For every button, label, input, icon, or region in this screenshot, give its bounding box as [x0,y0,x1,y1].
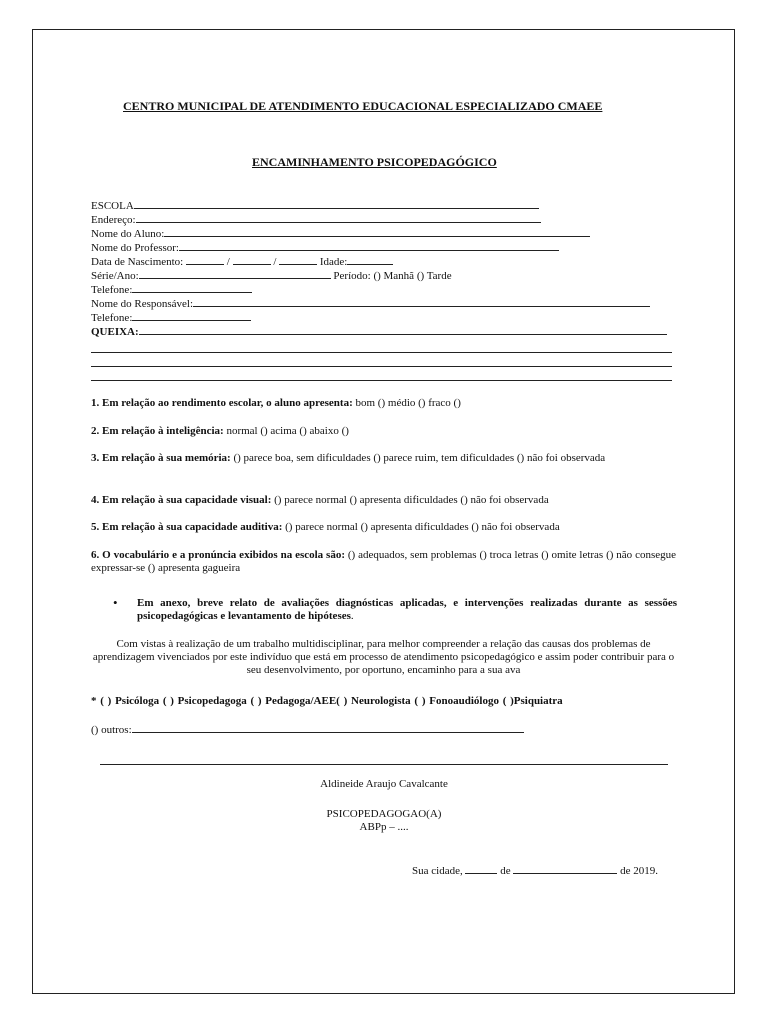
field-nome-professor-label: Nome do Professor: [91,242,179,254]
field-telefone-1-line[interactable] [132,283,252,293]
field-nome-aluno-label: Nome do Aluno: [91,228,165,240]
field-idade-line[interactable] [347,255,393,265]
field-nome-responsavel-line[interactable] [193,297,650,307]
field-telefone-2-label: Telefone: [91,312,133,324]
field-data-nascimento[interactable] [91,255,393,269]
field-telefone-2[interactable] [91,311,251,325]
attachment-note-end: . [350,610,354,622]
question-4 [91,494,676,507]
field-telefone-1[interactable] [91,283,252,297]
question-5-options[interactable]: () parece normal () apresenta dificuldades () não foi observada [282,521,560,533]
bullet-icon: • [113,595,118,610]
question-2-options[interactable]: normal () acima () abaixo () [223,425,349,437]
question-1-options[interactable]: bom () médio () fraco () [352,397,461,409]
field-queixa-line[interactable] [139,325,667,335]
question-5 [91,521,676,534]
date-de-2: de 2019. [620,865,658,877]
field-escola[interactable] [91,199,539,213]
queixa-line-2[interactable] [91,352,672,353]
field-data-nascimento-label: Data de Nascimento: [91,256,184,268]
field-endereco[interactable] [91,213,541,227]
field-serie-ano[interactable] [91,269,452,283]
date-slash-1: / [226,256,230,268]
field-queixa[interactable] [91,325,667,339]
field-nome-responsavel[interactable] [91,297,650,311]
birth-day-line[interactable] [186,255,224,265]
question-6 [91,549,676,575]
professionals-options[interactable]: * ( ) Psicóloga ( ) Psicopedagoga ( ) Pedagoga/AEE( ) Neurologista ( ) Fonoaudiólogo ( )Psiquiatra [91,695,563,707]
field-escola-label: ESCOLA [91,200,134,212]
field-serie-ano-line[interactable] [139,269,331,279]
field-nome-aluno[interactable] [91,227,590,241]
document-title: CENTRO MUNICIPAL DE ATENDIMENTO EDUCACIONAL ESPECIALIZADO CMAEE [123,99,603,113]
field-nome-responsavel-label: Nome do Responsável: [91,298,194,310]
signature-line[interactable] [100,764,668,765]
question-6-options[interactable]: () adequados, sem problemas () troca letras () omite letras () não consegue expressar-se () apresenta gagueira [91,549,676,574]
queixa-line-4[interactable] [91,380,672,381]
date-line [412,864,658,878]
question-1-label: 1. Em relação ao rendimento escolar, o aluno apresenta: [91,397,353,409]
signatory-name: Aldineide Araujo Cavalcante [320,778,448,790]
document-subtitle: ENCAMINHAMENTO PSICOPEDAGÓGICO [252,155,497,169]
question-2-label: 2. Em relação à inteligência: [91,425,224,437]
question-1 [91,397,676,410]
signatory-role: PSICOPEDAGOGAO(A) [326,808,442,820]
date-city: Sua cidade, [412,865,463,877]
date-month-line[interactable] [513,864,617,874]
field-outros[interactable] [91,723,524,737]
referral-paragraph: Com vistas à realização de um trabalho multidisciplinar, para melhor compreender a relação das causas dos problemas de aprendizagem vivenciados por este indivíduo que está em processo de atendimento psicopedagógico e assim poder contribuir para o seu desenvolvimento, por oportuno, encaminho para a sua ava [92,638,675,676]
question-4-options[interactable]: () parece normal () apresenta dificuldades () não foi observada [271,494,549,506]
field-telefone-2-line[interactable] [132,311,251,321]
field-outros-label: () outros: [91,724,132,736]
signatory-registration: ABPp – .... [359,821,409,833]
field-serie-ano-label: Série/Ano: [91,270,139,282]
question-5-label: 5. Em relação à sua capacidade auditiva: [91,521,283,533]
date-de-1: de [500,865,511,877]
page-border [32,29,735,994]
field-endereco-line[interactable] [136,213,541,223]
question-3 [91,452,676,465]
question-6-label: 6. O vocabulário e a pronúncia exibidos na escola são: [91,549,346,561]
field-escola-line[interactable] [134,199,539,209]
queixa-line-3[interactable] [91,366,672,367]
date-slash-2: / [273,256,277,268]
field-nome-professor-line[interactable] [179,241,559,251]
question-2 [91,425,676,438]
question-3-options[interactable]: () parece boa, sem dificuldades () parece ruim, tem dificuldades () não foi observada [230,452,606,464]
question-4-label: 4. Em relação à sua capacidade visual: [91,494,272,506]
field-outros-line[interactable] [132,723,524,733]
field-endereco-label: Endereço: [91,214,136,226]
date-day-line[interactable] [465,864,497,874]
field-nome-professor[interactable] [91,241,559,255]
field-nome-aluno-line[interactable] [164,227,590,237]
field-periodo[interactable]: Período: () Manhã () Tarde [333,270,452,282]
field-queixa-label: QUEIXA: [91,326,139,338]
field-telefone-1-label: Telefone: [91,284,133,296]
question-3-label: 3. Em relação à sua memória: [91,452,231,464]
birth-year-line[interactable] [279,255,317,265]
attachment-note [137,597,677,623]
field-idade-label: Idade: [319,256,348,268]
attachment-note-text: Em anexo, breve relato de avaliações diagnósticas aplicadas, e intervenções realizadas durante as sessões psicopedagógicas e levantamento de hipóteses [137,597,677,622]
birth-month-line[interactable] [233,255,271,265]
